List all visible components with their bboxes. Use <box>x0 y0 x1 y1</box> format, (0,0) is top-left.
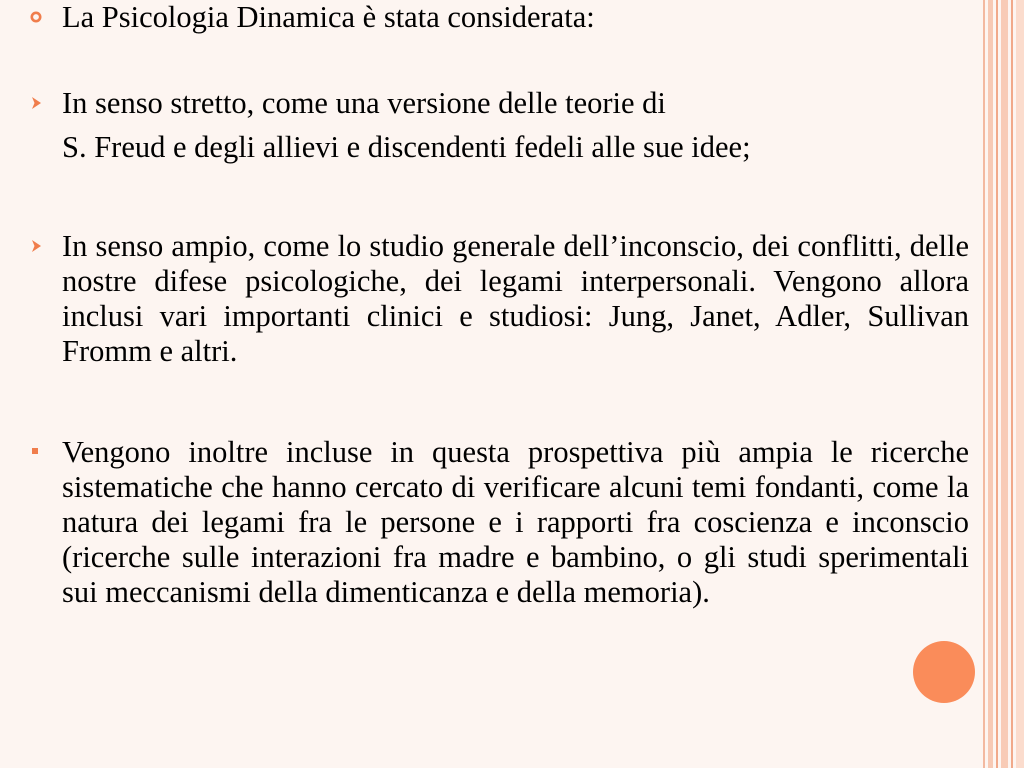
decorative-stripe <box>1011 0 1013 768</box>
bullet-text-stretto-continuation: S. Freud e degli allievi e discendenti fedeli alle sue idee; <box>62 130 751 164</box>
bullet-text-stretto-line1: In senso stretto, come una versione delle teorie di <box>62 86 666 120</box>
decorative-stripe <box>983 0 985 768</box>
decorative-stripe <box>1016 0 1024 768</box>
arrowhead-bullet-icon <box>30 239 48 257</box>
arrowhead-bullet-icon <box>30 96 48 114</box>
ring-bullet-icon <box>30 11 48 29</box>
decorative-stripe <box>996 0 998 768</box>
decorative-stripe <box>1001 0 1008 768</box>
square-bullet-icon <box>31 447 49 465</box>
slide-heading: La Psicologia Dinamica è stata considerata: <box>62 0 595 34</box>
decorative-stripe <box>988 0 993 768</box>
bullet-text-inoltre: Vengono inoltre incluse in questa prospettiva più ampia le ricerche sistematiche che hanno cercato di verificare alcuni temi fondanti, come la natura dei legami fra le persone e i rapporti fra coscienza e inconscio (ricerche sulle interazioni fra madre e bambino, o gli studi sperimentali sui meccanismi della dimenticanza e della memoria). <box>62 435 969 609</box>
bullet-text-ampio: In senso ampio, come lo studio generale dell’inconscio, dei conflitti, delle nostre difese psicologiche, dei legami interpersonali. Vengono allora inclusi vari importanti clinici e studiosi: Jung, Janet, Adler, Sullivan Fromm e altri. <box>62 229 969 368</box>
